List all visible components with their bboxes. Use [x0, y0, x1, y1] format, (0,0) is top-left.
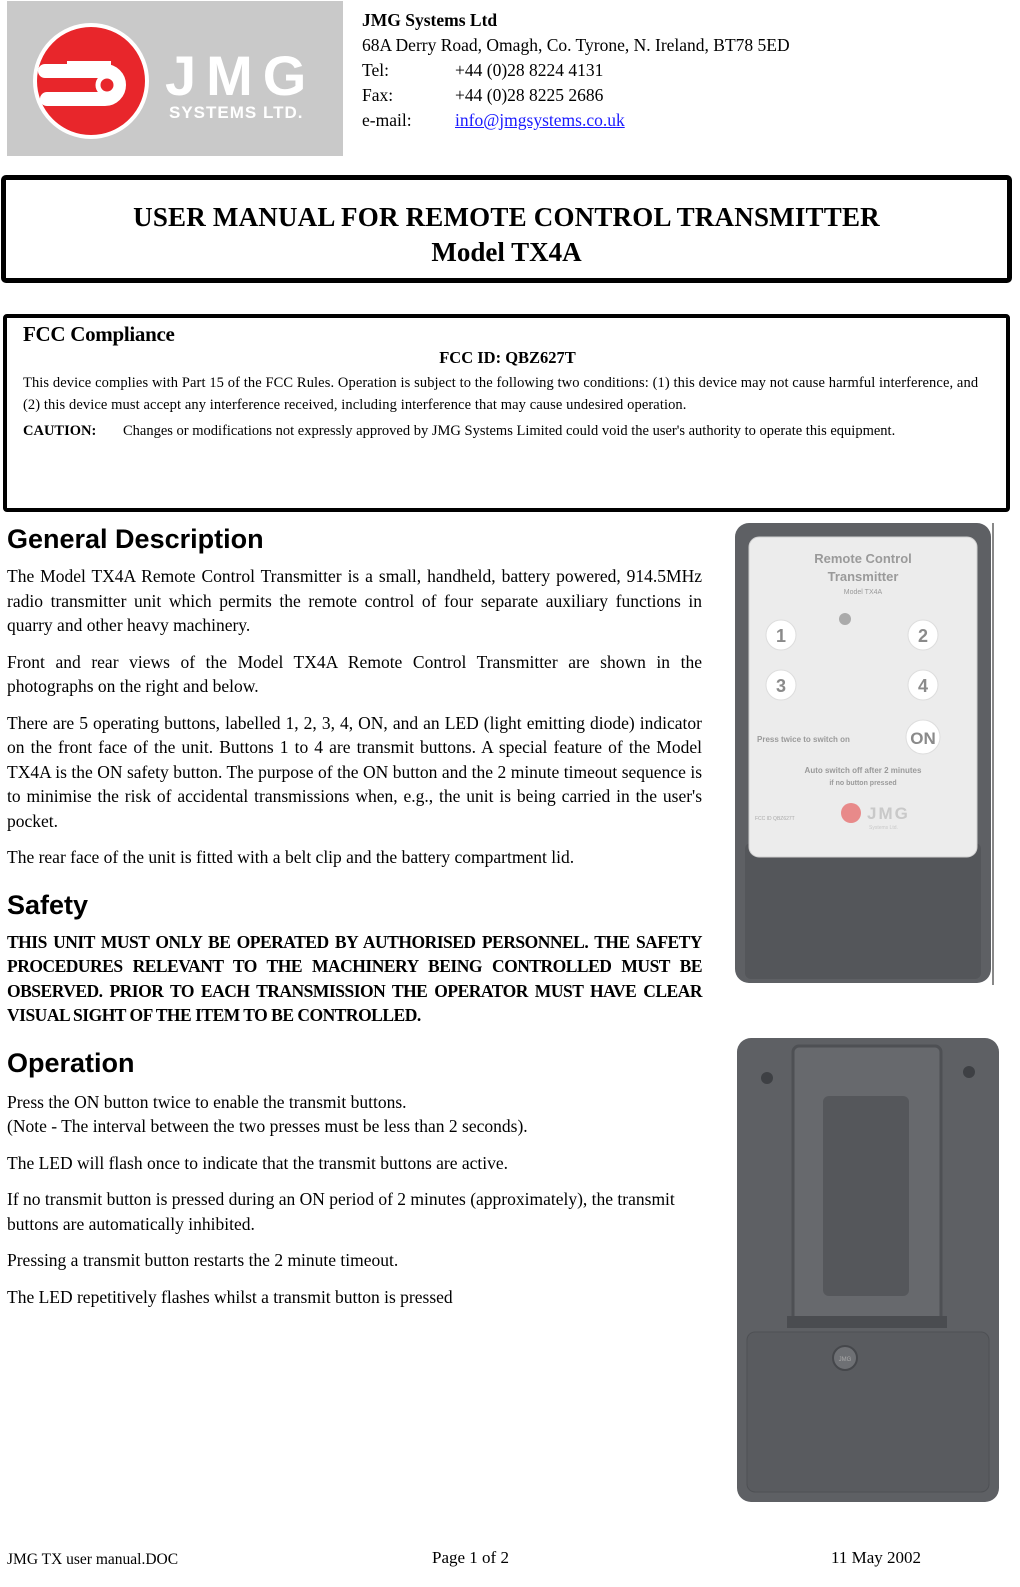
- footer-page: Page 1 of 2: [432, 1548, 509, 1567]
- device-title2: Transmitter: [827, 569, 899, 584]
- auto-off-text2: if no button pressed: [829, 780, 897, 787]
- device-logo-subtext: Systems Ltd.: [869, 825, 898, 831]
- document-title-box: [1, 175, 1012, 283]
- company-email: [362, 108, 790, 133]
- tel-value: +44 (0)28 8224 4131: [455, 60, 604, 80]
- fcc-heading: FCC Compliance: [23, 322, 175, 346]
- fax-label: Fax:: [362, 85, 394, 105]
- device-fcc-label: FCC ID QBZ627T: [755, 816, 795, 822]
- safety-heading: Safety: [7, 889, 89, 920]
- rear-screw-left: [761, 1072, 773, 1084]
- operation-p1a: Press the ON button twice to enable the transmit buttons.: [7, 1091, 407, 1112]
- caution-label: CAUTION:: [23, 423, 97, 439]
- general-p2: Front and rear views of the Model TX4A Remote Control Transmitter are shown in the photographs on the right and below.: [7, 651, 702, 696]
- company-name: JMG Systems Ltd: [362, 10, 498, 30]
- rear-badge-text: JMG: [838, 1357, 852, 1363]
- logo-text: JMG: [165, 44, 317, 107]
- email-link[interactable]: info@jmgsystems.co.uk: [455, 110, 625, 130]
- email-label: e-mail:: [362, 110, 412, 130]
- device-title1: Remote Control: [814, 551, 912, 566]
- auto-off-text1: Auto switch off after 2 minutes: [804, 766, 922, 775]
- logo-subtext: SYSTEMS LTD.: [169, 103, 304, 122]
- general-heading: General Description: [7, 524, 264, 554]
- operation-p1b: (Note - The interval between the two presses must be less than 2 seconds).: [7, 1116, 528, 1136]
- footer-filename: JMG TX user manual.DOC: [7, 1551, 179, 1568]
- footer-date: 11 May 2002: [831, 1548, 922, 1567]
- button-2-label: 2: [917, 626, 929, 646]
- general-p1: The Model TX4A Remote Control Transmitter is a small, handheld, battery powered, 914.5MHz radio transmitter unit which permits the remote control of four separate auxiliary functions in quarry and other heavy machinery.: [7, 566, 702, 635]
- button-1-label: 1: [775, 626, 787, 646]
- button-4-label: 4: [917, 676, 929, 696]
- fcc-id: FCC ID: QBZ627T: [439, 348, 576, 367]
- transmitter-front-graphic: [733, 523, 995, 985]
- general-p4: The rear face of the unit is fitted with a belt clip and the battery compartment lid.: [7, 847, 575, 867]
- safety-text: THIS UNIT MUST ONLY BE OPERATED BY AUTHORISED PERSONNEL. THE SAFETY PROCEDURES RELEVANT TO THE MACHINERY BEING CONTROLLED MUST BE OBSERVED. PRIOR TO EACH TRANSMISSION THE OPERATOR MUST HAVE CLEAR VISUAL SIGHT OF THE ITEM TO BE CONTROLLED.: [7, 931, 702, 1025]
- transmitter-rear-graphic: [733, 1036, 1003, 1506]
- jmg-logo-graphic: [7, 1, 343, 156]
- document-model: Model TX4A: [431, 237, 582, 267]
- led-indicator: [839, 613, 851, 625]
- rear-screw-right: [963, 1066, 975, 1078]
- device-model: Model TX4A: [843, 589, 883, 596]
- operation-p2: The LED will flash once to indicate that the transmit buttons are active.: [7, 1152, 509, 1173]
- operation-p3: If no transmit button is pressed during an ON period of 2 minutes (approximately), the transmit buttons are automatically inhibited.: [7, 1189, 675, 1234]
- button-3-label: 3: [775, 676, 787, 696]
- tel-label: Tel:: [362, 60, 389, 80]
- general-p3: There are 5 operating buttons, labelled 1, 2, 3, 4, ON, and an LED (light emitting diode) indicator on the front face of the unit. Buttons 1 to 4 are transmit buttons. A special feature of the Model TX4A is the ON safety button. The purpose of the ON button and the 2 minute timeout sequence is to minimise the risk of accidental transmissions when, e.g., the unit is being carried in the user's pocket.: [7, 712, 702, 831]
- company-info: [362, 8, 790, 133]
- company-logo: [7, 1, 343, 156]
- button-on-label: ON: [910, 729, 936, 748]
- operation-p4: Pressing a transmit button restarts the 2 minute timeout.: [7, 1250, 399, 1270]
- device-logo-text: JMG: [867, 804, 910, 823]
- operation-heading: Operation: [7, 1047, 135, 1078]
- fcc-compliance-box: [3, 314, 1010, 512]
- company-address: 68A Derry Road, Omagh, Co. Tyrone, N. Ireland, BT78 5ED: [362, 35, 790, 55]
- transmitter-rear-photo: [733, 1036, 1003, 1506]
- operation-p5: The LED repetitively flashes whilst a transmit button is pressed: [7, 1286, 453, 1307]
- main-content: [7, 524, 702, 1309]
- press-twice-text: Press twice to switch on: [757, 735, 850, 744]
- device-logo-mark: [841, 803, 861, 823]
- caution-text: Changes or modifications not expressly approved by JMG Systems Limited could void the user's authority to operate this equipment.: [123, 423, 896, 439]
- fcc-caution: [23, 421, 992, 443]
- transmitter-front-photo: [733, 523, 995, 985]
- document-title: USER MANUAL FOR REMOTE CONTROL TRANSMITTER: [133, 202, 880, 232]
- fax-value: +44 (0)28 8225 2686: [455, 85, 604, 105]
- company-tel: [362, 58, 790, 83]
- company-fax: [362, 83, 790, 108]
- fcc-text: This device complies with Part 15 of the FCC Rules. Operation is subject to the following two conditions: (1) this device may not cause harmful interference, and (2) this device must accept any interference received, including interference that may cause undesired operation.: [23, 375, 979, 413]
